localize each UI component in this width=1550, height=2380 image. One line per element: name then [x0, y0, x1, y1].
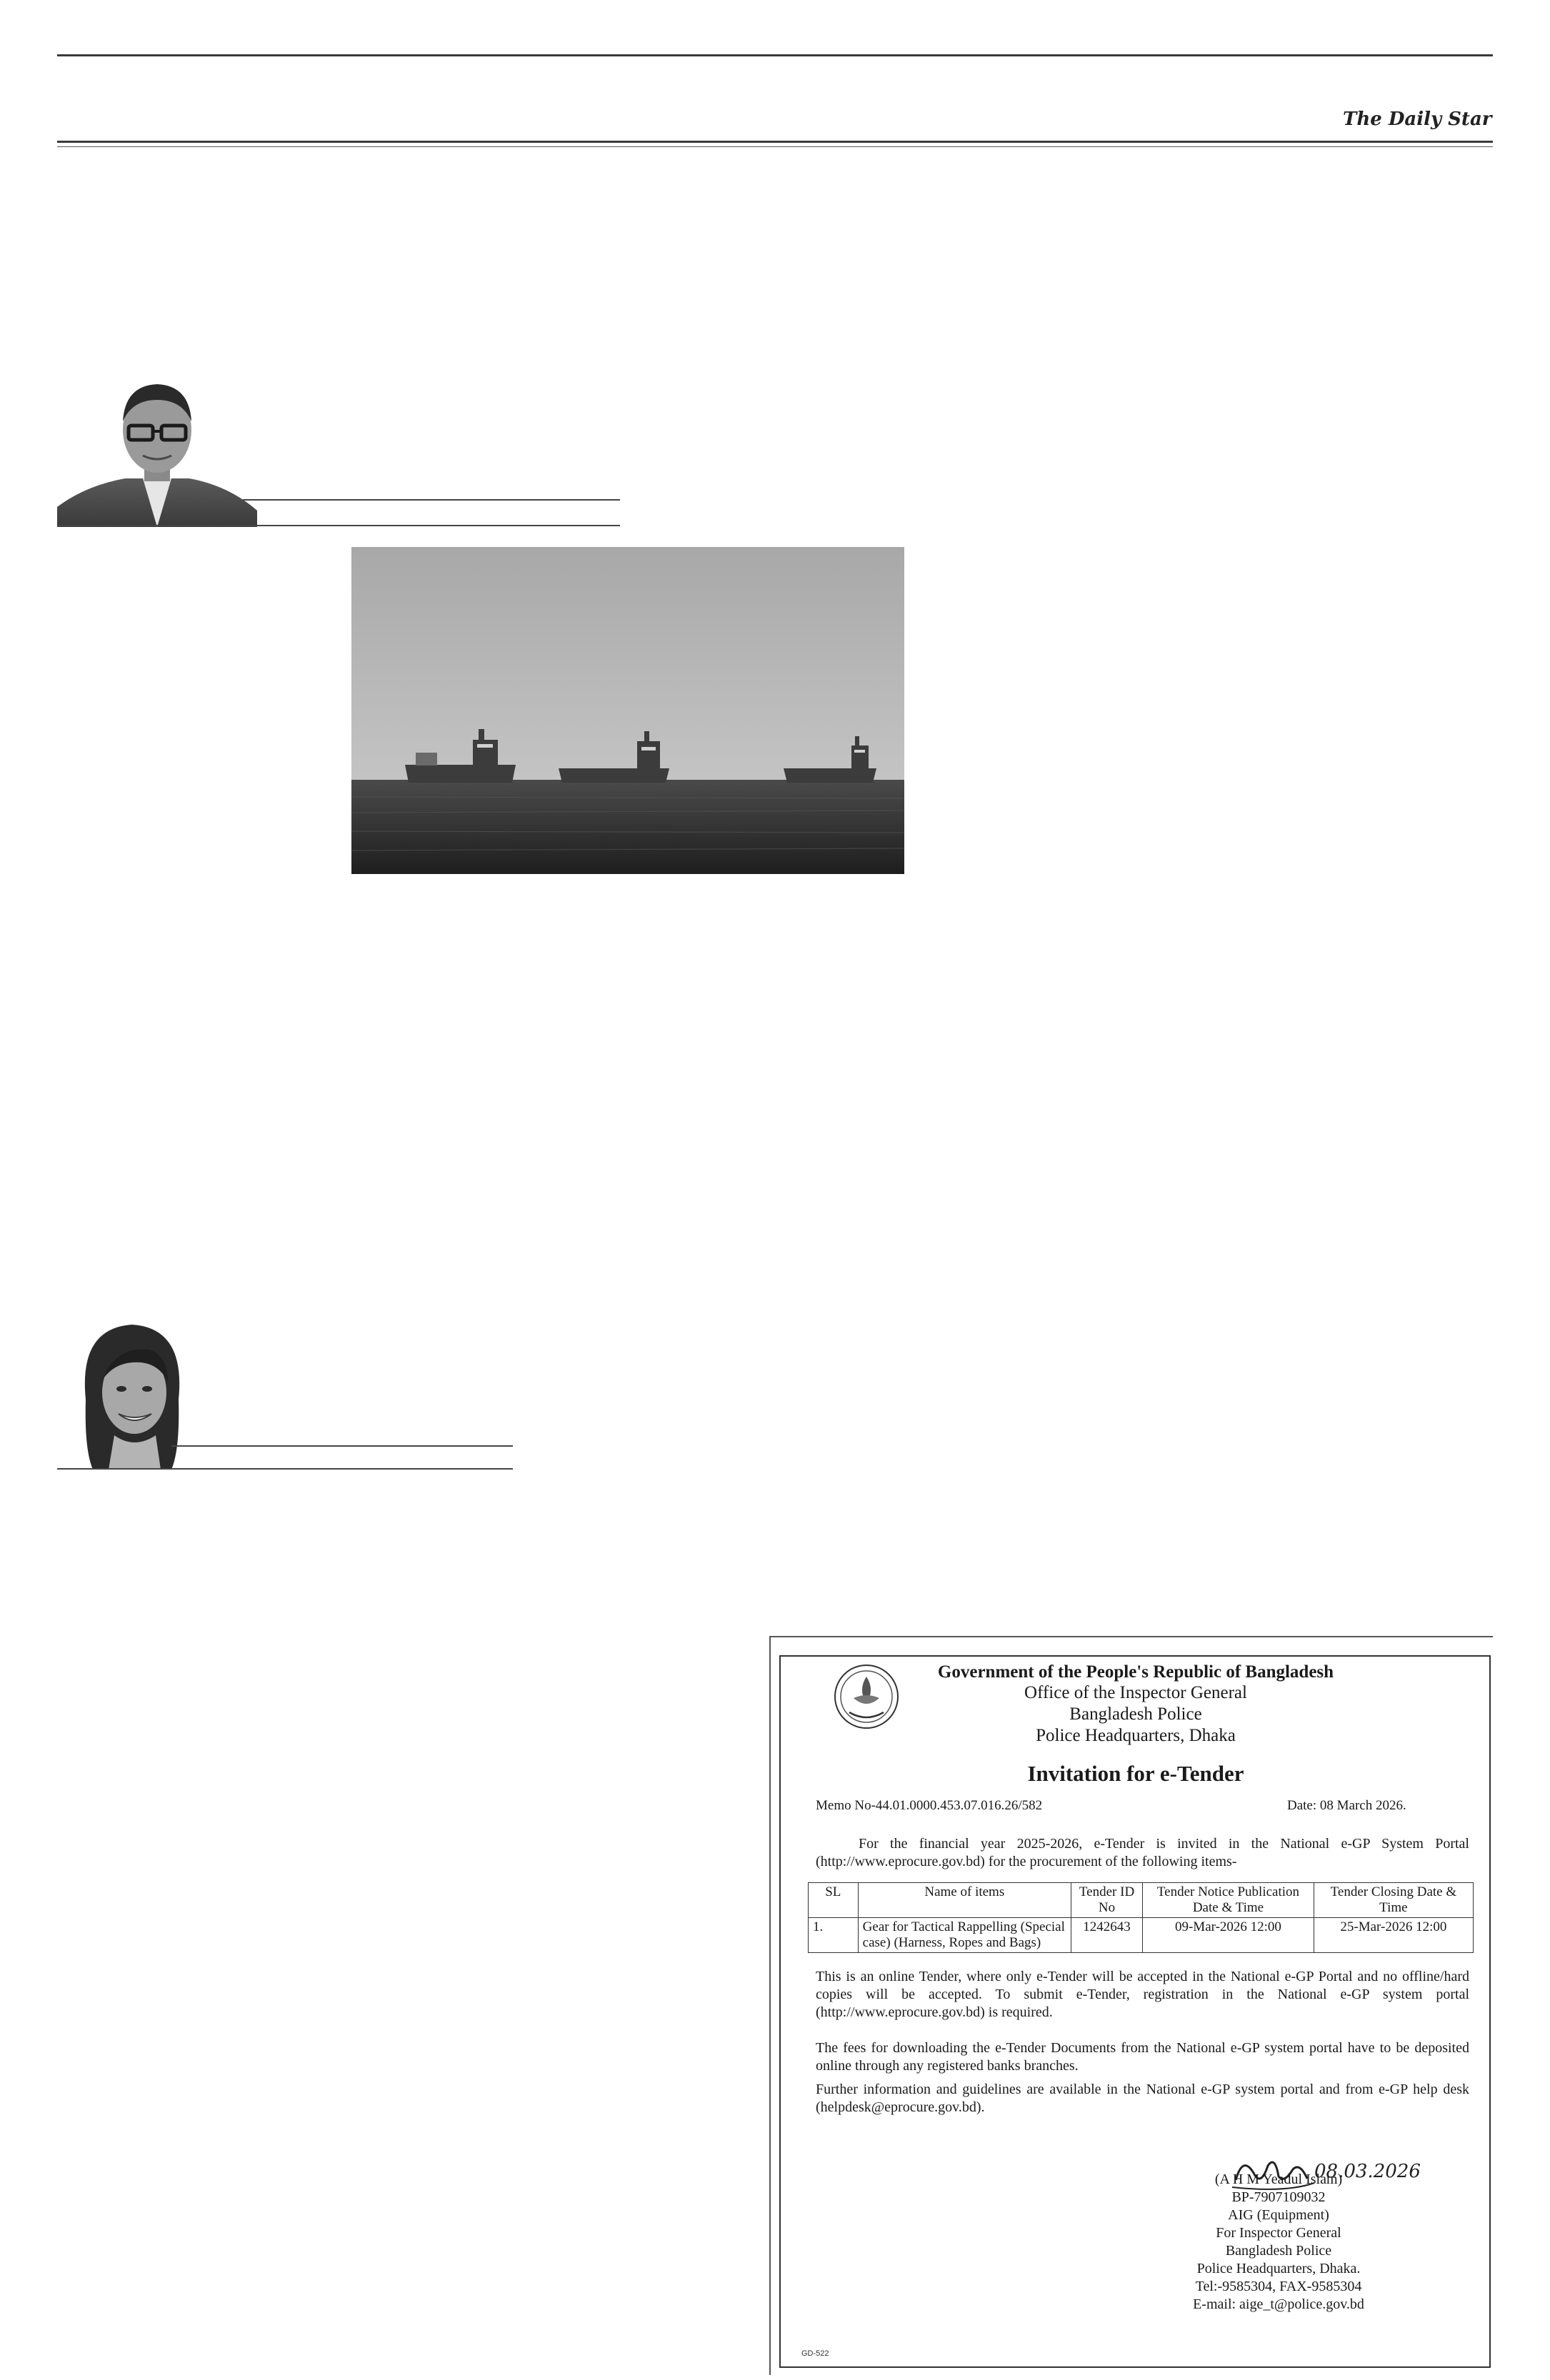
col-header-tender-id: Tender ID No: [1071, 1883, 1142, 1918]
signatory-designation: AIG (Equipment): [1228, 2207, 1329, 2223]
masthead-rule: [57, 141, 1493, 143]
table-row: [809, 1918, 1474, 1953]
byline-rule-1b: [57, 525, 620, 526]
ships-at-sea-photo: [351, 547, 904, 874]
byline-rule-1: [243, 499, 620, 501]
signatory-bp-number: BP-7907109032: [1231, 2189, 1326, 2205]
ad-header-government: Government of the People's Republic of Bangladesh: [937, 1662, 1334, 1682]
intro-paragraph: For the financial year 2025-2026, e-Tender is invited in the National e-GP System Portal (http://www.eprocure.gov.bd) for the procurement of the following items-: [816, 1836, 1469, 1869]
col-header-sl: SL: [809, 1883, 859, 1918]
gd-code: GD-522: [801, 2349, 829, 2358]
newspaper-logo: The Daily Star: [1343, 109, 1492, 130]
cell-publication: 09-Mar-2026 12:00: [1143, 1918, 1314, 1953]
signatory-name: (A H M Yeadul Islam): [1214, 2171, 1343, 2187]
guidelines-paragraph: Further information and guidelines are available in the National e-GP system portal and from e-GP help desk (helpdesk@eprocure.gov.bd).: [816, 2082, 1469, 2115]
signatory-phone: Tel:-9585304, FAX-9585304: [1195, 2279, 1362, 2294]
ad-title: Invitation for e-Tender: [1027, 1761, 1244, 1786]
fees-paragraph: The fees for downloading the e-Tender Documents from the National e-GP system portal have to be deposited online through any registered banks branches.: [816, 2040, 1469, 2074]
online-tender-paragraph: This is an online Tender, where only e-Tender will be accepted in the National e-GP Portal and no offline/hard copies will be accepted. To submit e-Tender, registration in the National e-GP system portal (http://www.eprocure.gov.bd) is required.: [816, 1969, 1469, 2020]
signatory-address: Police Headquarters, Dhaka.: [1196, 2261, 1361, 2276]
ad-header-police: Bangladesh Police: [1069, 1704, 1202, 1724]
col-header-closing: Tender Closing Date & Time: [1314, 1883, 1473, 1918]
columnist-portrait-1: [57, 371, 257, 527]
col-header-publication: Tender Notice Publication Date & Time: [1143, 1883, 1314, 1918]
col-header-name: Name of items: [858, 1883, 1071, 1918]
signatory-for: For Inspector General: [1216, 2225, 1341, 2241]
top-rule: [57, 54, 1493, 56]
byline-rule-2b: [57, 1468, 513, 1470]
signature-date: 08.03.2026: [1314, 2161, 1421, 2182]
signatory-org: Bangladesh Police: [1225, 2243, 1332, 2259]
ad-header-office: Office of the Inspector General: [1024, 1683, 1247, 1702]
signatory-email: E-mail: aige_t@police.gov.bd: [1193, 2296, 1364, 2312]
cell-sl: 1.: [809, 1918, 859, 1953]
cell-closing: 25-Mar-2026 12:00: [1314, 1918, 1473, 1953]
signatory-block: [1157, 2171, 1400, 2314]
byline-rule-2: [171, 1445, 513, 1447]
cell-item-name: Gear for Tactical Rappelling (Special case) (Harness, Ropes and Bags): [858, 1918, 1071, 1953]
table-header-row: [809, 1883, 1474, 1918]
memo-number: Memo No-44.01.0000.453.07.016.26/582: [816, 1798, 1043, 1813]
memo-date: Date: 08 March 2026.: [1287, 1798, 1406, 1813]
ad-header-hq: Police Headquarters, Dhaka: [1036, 1726, 1236, 1745]
tender-table: [808, 1882, 1474, 1953]
ships-photo-icon: [351, 547, 904, 874]
masthead-rule-thin: [57, 146, 1493, 147]
cell-tender-id: 1242643: [1071, 1918, 1142, 1953]
man-portrait-icon: [57, 371, 257, 527]
